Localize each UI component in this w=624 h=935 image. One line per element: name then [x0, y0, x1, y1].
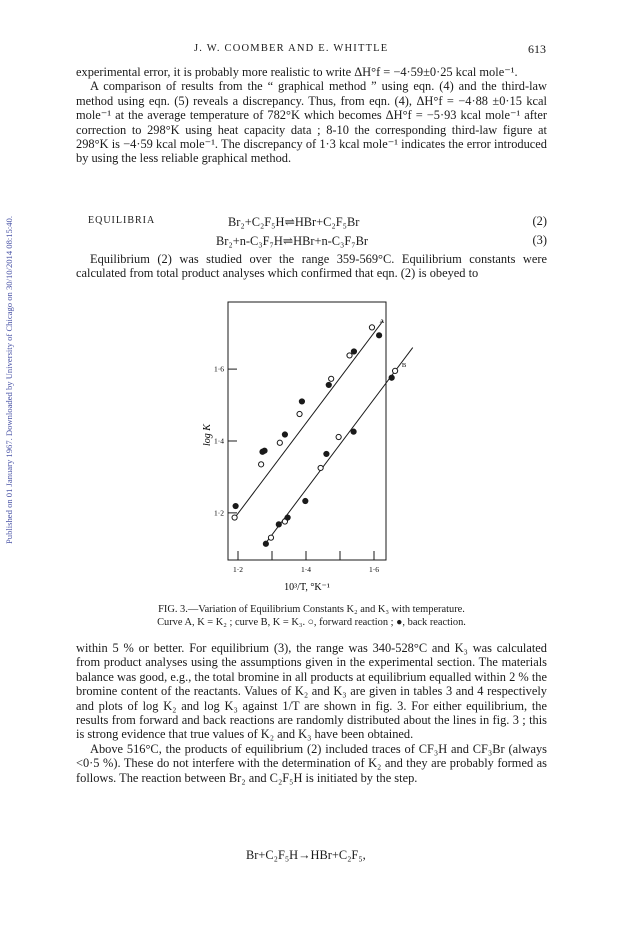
x-tick-label: 1·4 — [301, 565, 311, 574]
filled-point — [276, 522, 281, 527]
plot-frame — [228, 302, 386, 560]
open-point — [336, 434, 341, 439]
filled-point — [299, 399, 304, 404]
equation-2-number: (2) — [532, 214, 547, 228]
equilibria-label: EQUILIBRIA — [88, 215, 156, 226]
figure-caption-line-1: FIG. 3.—Variation of Equilibrium Constants K₂ and K₃ with temperature. — [158, 604, 465, 615]
open-point — [318, 465, 323, 470]
equation-3-number: (3) — [532, 233, 547, 247]
x-axis-label: 10³/T, °K⁻¹ — [284, 582, 330, 593]
y-axis-label: log K — [202, 424, 213, 446]
download-note: Published on 01 January 1967. Downloaded by University of Chicago on 30/10/2014 08:15:40. — [4, 216, 14, 544]
body-text-top — [76, 65, 547, 166]
open-point — [329, 376, 334, 381]
equation-3-body: Br₂+n-C₃F₇H⇌HBr+n-C₃F₇Br — [216, 234, 368, 248]
figure-caption — [76, 603, 547, 629]
filled-point — [282, 432, 287, 437]
page-number: 613 — [528, 42, 546, 56]
equation-2-body: Br₂+C₂F₅H⇌HBr+C₂F₅Br — [228, 215, 360, 229]
filled-point — [326, 382, 331, 387]
open-point — [259, 462, 264, 467]
curve-a — [234, 321, 384, 520]
filled-point — [262, 448, 267, 453]
open-point — [277, 440, 282, 445]
equation-3 — [76, 233, 547, 248]
open-point — [369, 325, 374, 330]
paragraph-equilibrium-3: within 5 % or better. For equilibrium (3), the range was 340-528°C and K₃ was calculated from product analyses using the assumptions given in the experimental section. The materials balance was good, e.g., the total bromine in all products at equilibrium equalled within 2 % the bromine content of the reactants. Values of K₂ and K₃ are given in tables 3 and 4 respectively and plots of log K₂ and log K₃ against 1/T are shown in fig. 3. For either equilibrium, the results from forward and back reactions are randomly distributed about the lines in fig. 3 ; this is strong evidence that true values of K₂ and K₃ have been obtained. — [76, 641, 547, 742]
paragraph-equilibrium-2: Equilibrium (2) was studied over the range 359-569°C. Equilibrium constants were calculated from total product analyses which confirmed that eqn. (2) is obeyed to — [76, 252, 547, 281]
open-point — [347, 353, 352, 358]
paragraph-side-products: Above 516°C, the products of equilibrium (2) included traces of CF₃H and CF₃Br (always <0·5 %). These do not interfere with the determination of K₂ and they are probably formed as follows. The reaction between Br₂ and C₂F₅H is initiated by the step. — [76, 741, 547, 785]
figure-caption-line-2: Curve A, K = K₂ ; curve B, K = K₃. ○, forward reaction ; ●, back reaction. — [157, 617, 466, 628]
y-tick-label: 1·6 — [214, 364, 224, 374]
filled-point — [351, 429, 356, 434]
final-equation — [76, 848, 547, 863]
curve-label-b: B — [401, 361, 407, 369]
running-header — [76, 43, 546, 59]
equation-2 — [76, 214, 547, 229]
open-point — [297, 411, 302, 416]
x-tick-label: 1·2 — [233, 565, 243, 574]
y-tick-label: 1·2 — [214, 508, 224, 518]
filled-point — [324, 451, 329, 456]
equilibrium-plot — [180, 294, 420, 599]
y-tick-label: 1·4 — [214, 436, 224, 446]
body-text-bottom — [76, 641, 547, 785]
paragraph-experimental-error: experimental error, it is probably more realistic to write ΔH°f = −4·59±0·25 kcal mole⁻¹. — [76, 65, 518, 79]
figure-3 — [180, 294, 420, 599]
filled-point — [285, 515, 290, 520]
open-point — [392, 368, 397, 373]
download-watermark — [2, 150, 16, 610]
filled-point — [233, 503, 238, 508]
open-point — [232, 515, 237, 520]
running-header-authors: J. W. COOMBER AND E. WHITTLE — [194, 43, 389, 54]
final-equation-body: Br+C₂F₅H→HBr+C₂F₅, — [246, 848, 366, 862]
filled-point — [351, 349, 356, 354]
body-text-mid — [76, 252, 547, 281]
curve-label-a: A — [379, 318, 385, 326]
filled-point — [303, 498, 308, 503]
paragraph-graphical-method: A comparison of results from the “ graphical method ” using eqn. (4) and the third-law method using eqn. (5) reveals a discrepancy. Thus, from eqn. (4), ΔH°f = −4·88 ±0·15 kcal mole⁻¹ at the average temperature of 782°K which becomes ΔH°f = −5·93 kcal mole⁻¹ after correction to 298°K using heat capacity data ; 8-10 the corresponding third-law figure at 298°K is −4·59 kcal mole⁻¹. The discrepancy of 1·3 kcal mole⁻¹ indicates the error introduced by using the less reliable graphical method. — [76, 79, 547, 166]
filled-point — [263, 541, 268, 546]
open-point — [268, 535, 273, 540]
filled-point — [389, 375, 394, 380]
filled-point — [377, 333, 382, 338]
x-tick-label: 1·6 — [369, 565, 379, 574]
